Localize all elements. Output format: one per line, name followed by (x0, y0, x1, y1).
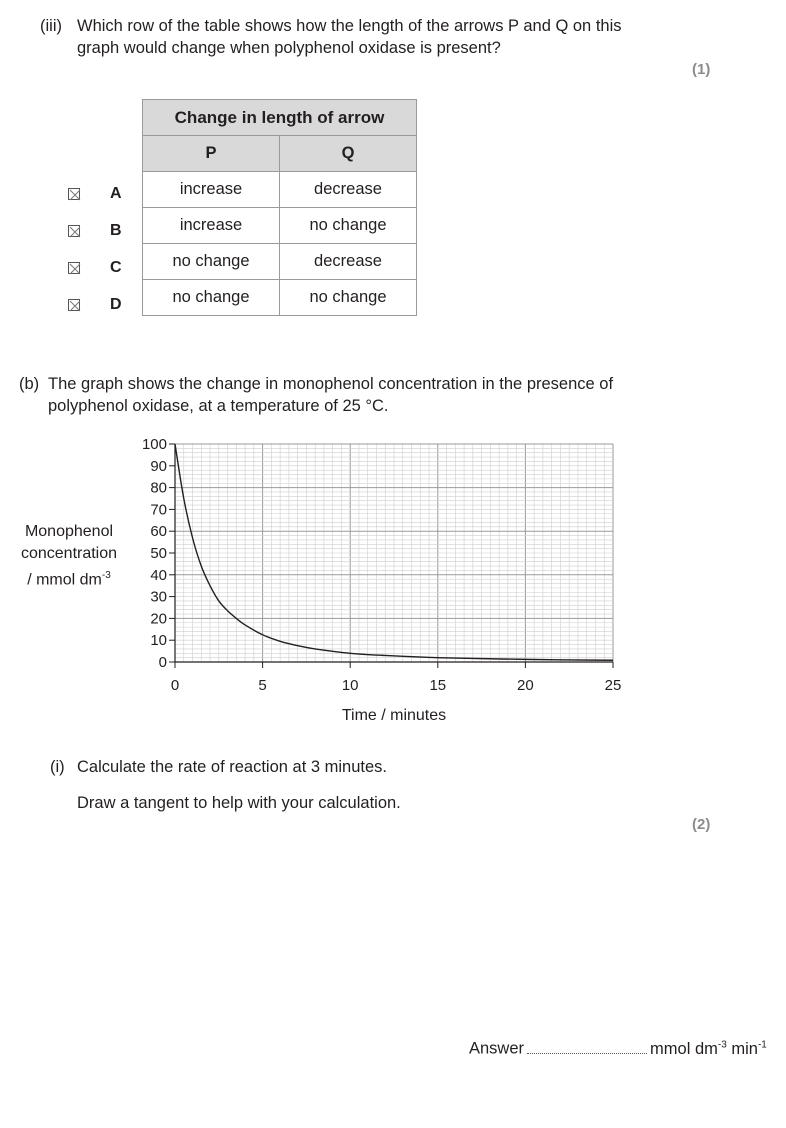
table-cell-q: decrease (280, 244, 417, 280)
y-tick-label: 80 (150, 479, 167, 497)
table-header-q: Q (280, 136, 417, 172)
marks-i: (2) (692, 816, 711, 833)
table-row (143, 172, 417, 208)
option-letter: B (110, 222, 122, 239)
table-row (143, 244, 417, 280)
checkbox-a[interactable] (68, 188, 80, 200)
y-axis-label (8, 521, 130, 591)
answer-row (469, 1034, 767, 1060)
answer-input-line[interactable] (527, 1043, 647, 1054)
x-tick-label: 5 (258, 677, 267, 694)
table-row (143, 280, 417, 316)
question-iii-text-line2: graph would change when polyphenol oxidase is present? (77, 39, 501, 57)
question-iii-number: (iii) (40, 17, 62, 35)
table-header-p: P (143, 136, 280, 172)
option-b[interactable] (68, 221, 122, 241)
y-tick-label: 0 (158, 654, 167, 671)
option-letter: A (110, 185, 122, 202)
table-cell-q: decrease (280, 172, 417, 208)
option-d[interactable] (68, 295, 122, 315)
question-iii-text-line1: Which row of the table shows how the length of the arrows P and Q on this (77, 17, 622, 35)
cross-box-icon (69, 263, 81, 275)
y-tick-label: 70 (150, 501, 167, 519)
checkbox-b[interactable] (68, 225, 80, 237)
x-tick-label: 0 (170, 677, 180, 694)
y-tick-label: 30 (150, 588, 167, 606)
y-tick-label: 10 (150, 632, 167, 650)
table-cell-p: increase (143, 172, 280, 208)
option-a[interactable] (68, 184, 122, 204)
question-i-text-line2: Draw a tangent to help with your calculation. (77, 794, 401, 812)
y-tick-label: 100 (141, 436, 167, 453)
question-b-text-line1: The graph shows the change in monophenol concentration in the presence of (48, 375, 614, 393)
x-tick-label: 15 (429, 677, 447, 694)
question-i-text-line1: Calculate the rate of reaction at 3 minutes. (77, 758, 388, 776)
checkbox-d[interactable] (68, 299, 80, 311)
options-table (142, 99, 417, 316)
table-cell-p: no change (143, 280, 280, 316)
question-i-number: (i) (50, 758, 65, 776)
question-b-text-line2: polyphenol oxidase, at a temperature of 25 °C. (48, 397, 389, 415)
y-axis-label-line: concentration (20, 545, 118, 562)
y-tick-label: 60 (150, 523, 167, 541)
cross-box-icon (69, 300, 81, 312)
y-axis-label-line: / mmol $dm^{-3}$ (27, 570, 111, 589)
y-tick-label: 40 (150, 566, 167, 584)
cross-box-icon (69, 226, 81, 238)
table-title: Change in length of arrow (143, 100, 417, 136)
x-axis-label: Time / minutes (341, 707, 447, 724)
option-letter: C (110, 259, 122, 276)
table-row (143, 208, 417, 244)
cross-box-icon (69, 189, 81, 201)
table-cell-q: no change (280, 280, 417, 316)
table-cell-p: increase (143, 208, 280, 244)
table-cell-q: no change (280, 208, 417, 244)
answer-unit: mmol $dm^{-3}$ $\min^{-1}$ (650, 1039, 767, 1058)
checkbox-c[interactable] (68, 262, 80, 274)
concentration-graph (120, 430, 640, 730)
y-tick-label: 90 (150, 457, 167, 475)
x-tick-label: 10 (341, 677, 359, 694)
y-axis-label-line: Monophenol (24, 523, 114, 540)
table-cell-p: no change (143, 244, 280, 280)
marks-iii: (1) (692, 61, 711, 78)
x-tick-label: 20 (517, 677, 534, 694)
answer-label: Answer (469, 1039, 525, 1058)
y-tick-label: 20 (150, 610, 167, 628)
option-c[interactable] (68, 258, 122, 278)
question-b-number: (b) (19, 375, 40, 393)
option-letter: D (110, 296, 122, 313)
x-tick-label: 25 (604, 677, 622, 694)
y-tick-label: 50 (150, 545, 167, 562)
